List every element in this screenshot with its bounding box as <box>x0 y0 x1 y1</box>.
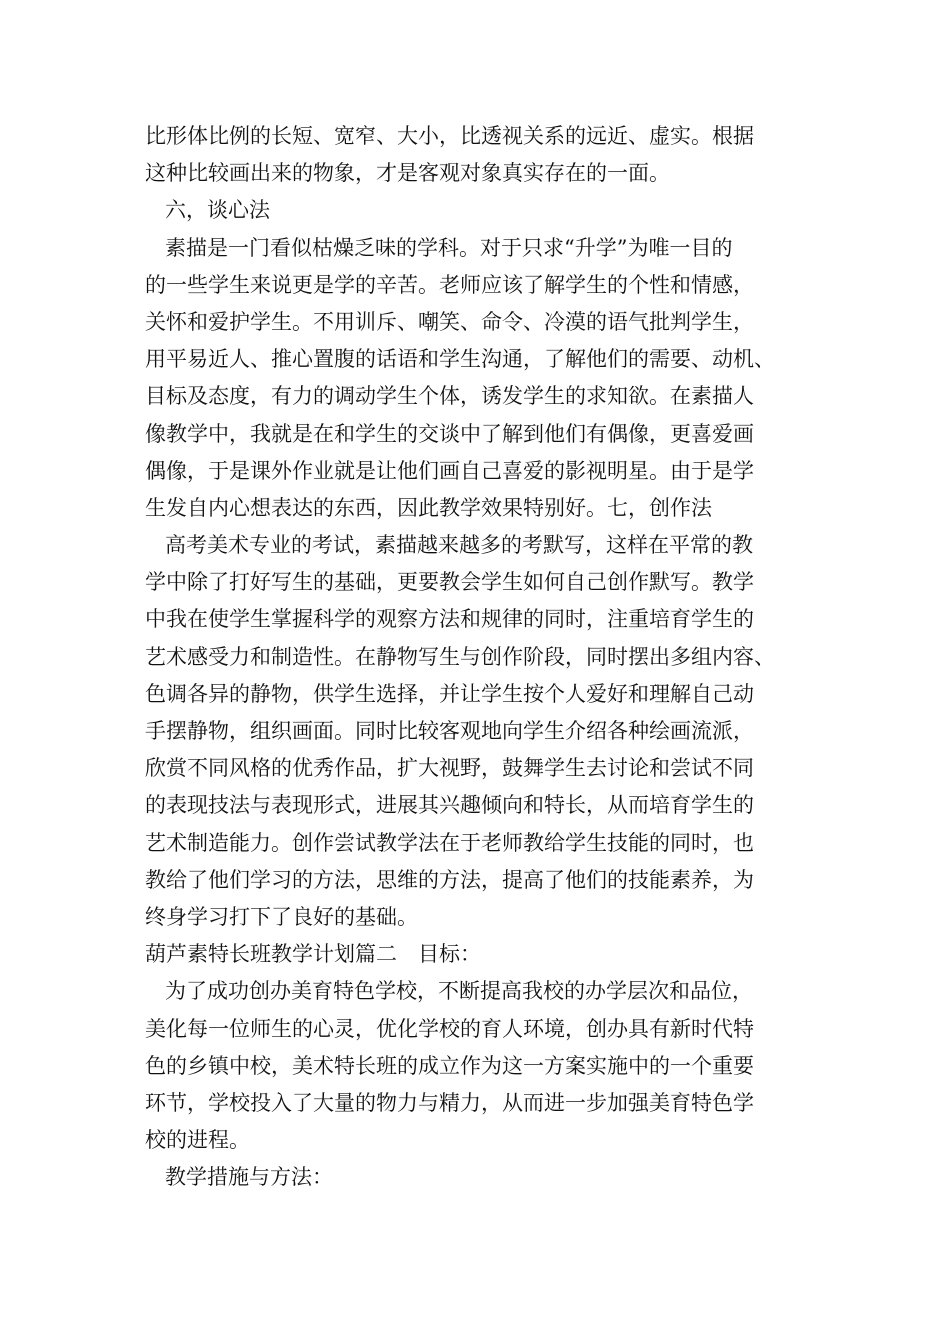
text-line: 关怀和爱护学生。不用训斥、嘲笑、命令、冷漠的语气批判学生， <box>145 309 754 334</box>
text-line: 艺术制造能力。创作尝试教学法在于老师教给学生技能的同时，也 <box>145 830 754 855</box>
text-line: 为了成功创办美育特色学校，不断提高我校的办学层次和品位， <box>165 979 753 1004</box>
text-line: 欣赏不同风格的优秀作品，扩大视野，鼓舞学生去讨论和尝试不同 <box>145 756 754 781</box>
text-line: 中我在使学生掌握科学的观察方法和规律的同时，注重培育学生的 <box>145 607 754 632</box>
text-line: 高考美术专业的考试，素描越来越多的考默写，这样在平常的教 <box>165 533 753 558</box>
text-line: 比形体比例的长短、宽窄、大小，比透视关系的远近、虚实。根据 <box>145 124 754 148</box>
text-line: 色调各异的静物，供学生选择，并让学生按个人爱好和理解自己动 <box>145 681 754 706</box>
section-heading: 六，谈心法 <box>165 198 270 223</box>
text-line: 色的乡镇中校，美术特长班的成立作为这一方案实施中的一个重要 <box>145 1053 754 1078</box>
section-heading: 教学措施与方法： <box>165 1165 333 1190</box>
document-body <box>145 118 815 1196</box>
text-line: 的一些学生来说更是学的辛苦。老师应该了解学生的个性和情感， <box>145 272 754 297</box>
text-line: 美化每一位师生的心灵，优化学校的育人环境，创办具有新时代特 <box>145 1016 754 1041</box>
text-line: 学中除了打好写生的基础，更要教会学生如何自己创作默写。教学 <box>145 570 754 595</box>
text-line: 素描是一门看似枯燥乏味的学科。对于只求“升学”为唯一目的 <box>165 235 733 260</box>
text-line: 艺术感受力和制造性。在静物写生与创作阶段，同时摆出多组内容、 <box>145 644 775 669</box>
section-heading: 葫芦素特长班教学计划篇二 目标： <box>145 942 481 967</box>
text-line: 像教学中，我就是在和学生的交谈中了解到他们有偶像，更喜爱画 <box>145 421 754 446</box>
text-line: 终身学习打下了良好的基础。 <box>145 904 418 929</box>
text-line: 手摆静物，组织画面。同时比较客观地向学生介绍各种绘画流派， <box>145 719 754 743</box>
text-line: 生发自内心想表达的东西，因此教学效果特别好。七，创作法 <box>145 495 712 520</box>
text-line: 目标及态度，有力的调动学生个体，诱发学生的求知欲。在素描人 <box>145 384 754 409</box>
text-line: 偶像，于是课外作业就是让他们画自己喜爱的影视明星。由于是学 <box>145 458 754 483</box>
text-line: 环节，学校投入了大量的物力与精力，从而进一步加强美育特色学 <box>145 1090 754 1115</box>
text-line: 用平易近人、推心置腹的话语和学生沟通，了解他们的需要、动机、 <box>145 347 775 372</box>
text-line: 教给了他们学习的方法，思维的方法，提高了他们的技能素养，为 <box>145 867 754 892</box>
text-line: 这种比较画出来的物象，才是客观对象真实存在的一面。 <box>145 161 670 186</box>
text-line: 的表现技法与表现形式，进展其兴趣倾向和特长，从而培育学生的 <box>145 793 754 818</box>
text-line: 校的进程。 <box>145 1128 250 1153</box>
